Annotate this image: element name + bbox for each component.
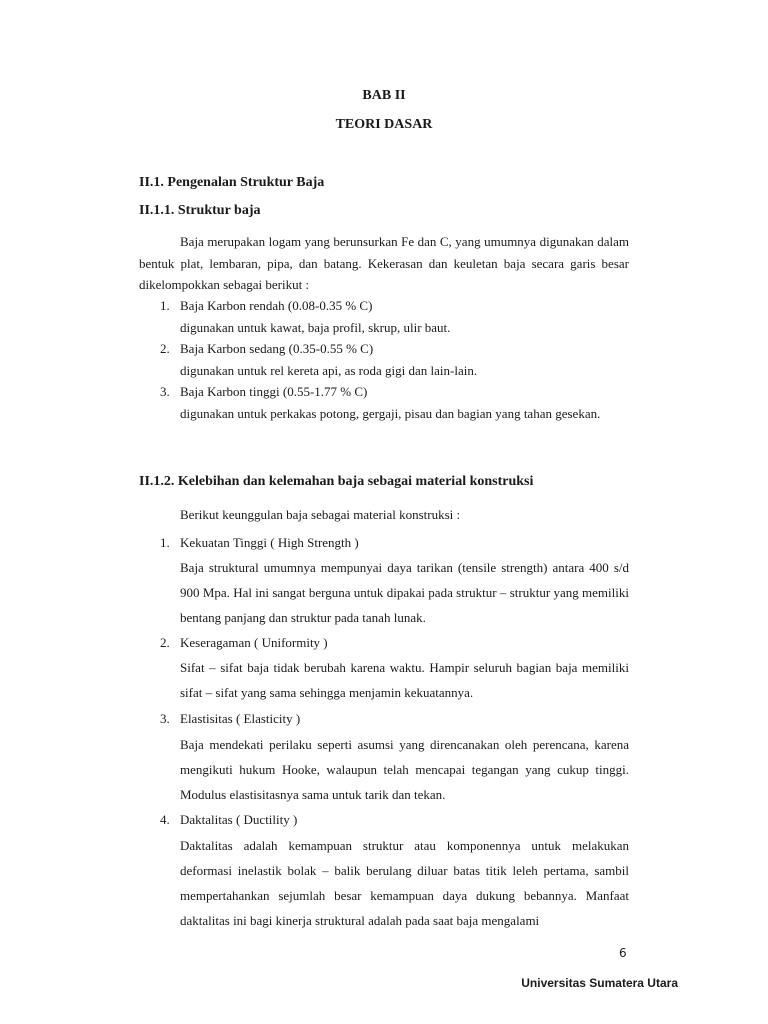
list-item-number: 3. <box>160 711 170 726</box>
list-item-number: 2. <box>160 635 170 650</box>
list-item-description: Sifat – sifat baja tidak berubah karena waktu. Hampir seluruh bagian baja memiliki sifat – sifat yang sama sehingga menjamin kekuatannya. <box>180 660 629 700</box>
intro-paragraph: Berikut keunggulan baja sebagai material konstruksi : <box>180 507 461 522</box>
list-item-title: Kekuatan Tinggi ( High Strength ) <box>180 535 359 550</box>
list-item-description: Baja struktural umumnya mempunyai daya tarikan (tensile strength) antara 400 s/d 900 Mpa. Hal ini sangat berguna untuk dipakai pada struktur – struktur yang memiliki bentang panjang dan struktur pada tanah lunak. <box>180 560 629 625</box>
page-number: 6 <box>619 946 627 960</box>
list-item-title: Baja Karbon sedang (0.35-0.55 % C) <box>180 341 374 356</box>
list-item-number: 3. <box>160 384 170 399</box>
list-item-title: Baja Karbon rendah (0.08-0.35 % C) <box>180 298 373 313</box>
section-heading: II.1. Pengenalan Struktur Baja <box>139 175 325 190</box>
chapter-number: BAB II <box>362 88 406 103</box>
list-item-description: Baja mendekati perilaku seperti asumsi yang direncanakan oleh perencana, karena mengikuti hukum Hooke, walaupun telah mencapai tegangan yang cukup tinggi. Modulus elastisitasnya sama untuk tarik dan tekan. <box>180 737 629 802</box>
list-item-number: 1. <box>160 298 170 313</box>
chapter-title: TEORI DASAR <box>335 117 433 132</box>
list-item-number: 1. <box>160 535 170 550</box>
list-item-description: digunakan untuk perkakas potong, gergaji, pisau dan bagian yang tahan gesekan. <box>180 406 601 421</box>
list-item-title: Baja Karbon tinggi (0.55-1.77 % C) <box>180 384 368 399</box>
list-item-number: 2. <box>160 341 170 356</box>
list-item-title: Elastisitas ( Elasticity ) <box>180 711 301 726</box>
subsection-heading: II.1.1. Struktur baja <box>139 203 261 218</box>
list-item-description: digunakan untuk rel kereta api, as roda gigi dan lain-lain. <box>180 363 478 378</box>
subsection-heading: II.1.2. Kelebihan dan kelemahan baja sebagai material konstruksi <box>139 474 534 489</box>
list-item-description: digunakan untuk kawat, baja profil, skrup, ulir baut. <box>180 320 451 335</box>
list-item-title: Keseragaman ( Uniformity ) <box>180 635 328 650</box>
list-item-description: Daktalitas adalah kemampuan struktur atau komponennya untuk melakukan deformasi inelastik bolak – balik berulang diluar batas titik leleh pertama, sambil mempertahankan sejumlah besar kemampuan daya dukung bebannya. Manfaat daktalitas ini bagi kinerja struktural adalah pada saat baja mengalami <box>180 838 629 928</box>
university-footer: Universitas Sumatera Utara <box>521 976 678 990</box>
list-item-number: 4. <box>160 812 170 827</box>
intro-paragraph: Baja merupakan logam yang berunsurkan Fe dan C, yang umumnya digunakan dalam bentuk plat, lembaran, pipa, dan batang. Kekerasan dan keuletan baja secara garis besar dikelompokkan sebagai berikut : <box>139 234 629 292</box>
list-item-title: Daktalitas ( Ductility ) <box>180 812 298 827</box>
